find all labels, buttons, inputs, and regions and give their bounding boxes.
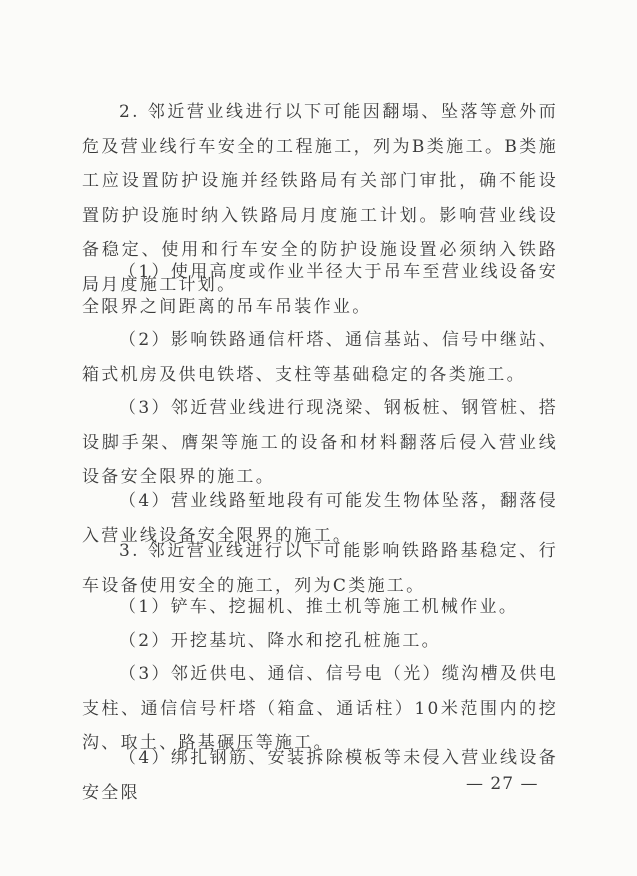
paragraph-b-item-1: （1）使用高度或作业半径大于吊车至营业线设备安全限界之间距离的吊车吊装作业。 [82,262,558,317]
paragraph-b-class-intro: 2. 邻近营业线进行以下可能因翻塌、坠落等意外而危及营业线行车安全的工程施工，列为B类施工。B类施工应设置防护设施并经铁路局有关部门审批，确不能设置防护设施时纳入铁路局月度施工计划。影响营业线设备稳定、使用和行车安全的防护设施设置必须纳入铁路局月度施工计划。 [82,102,558,295]
paragraph-b-item-2: （2）影响铁路通信杆塔、通信基站、信号中继站、箱式机房及供电铁塔、支柱等基础稳定的各类施工。 [82,330,558,385]
paragraph-b-item-4: （4）营业线路堑地段有可能发生物体坠落，翻落侵入营业线设备安全限界的施工。 [82,491,558,546]
page-number: — 27 — [466,774,539,794]
paragraph-c-class-intro: 3. 邻近营业线进行以下可能影响铁路路基稳定、行车设备使用安全的施工，列为C类施工。 [82,541,558,596]
paragraph-c-item-2: （2）开挖基坑、降水和挖孔桩施工。 [119,631,441,651]
paragraph-b-item-3: （3）邻近营业线进行现浇梁、钢板桩、钢管桩、搭设脚手架、膺架等施工的设备和材料翻落后侵入营业线设备安全限界的施工。 [82,398,558,487]
paragraph-c-item-3: （3）邻近供电、通信、信号电（光）缆沟槽及供电支柱、通信信号杆塔（箱盒、通话柱）10米范围内的挖沟、取土、路基碾压等施工。 [82,664,558,753]
paragraph-c-item-1: （1）铲车、挖掘机、推土机等施工机械作业。 [119,597,519,617]
paragraph-c-item-4: （4）绑扎钢筋、安装拆除模板等未侵入营业线设备安全限 [82,748,558,803]
